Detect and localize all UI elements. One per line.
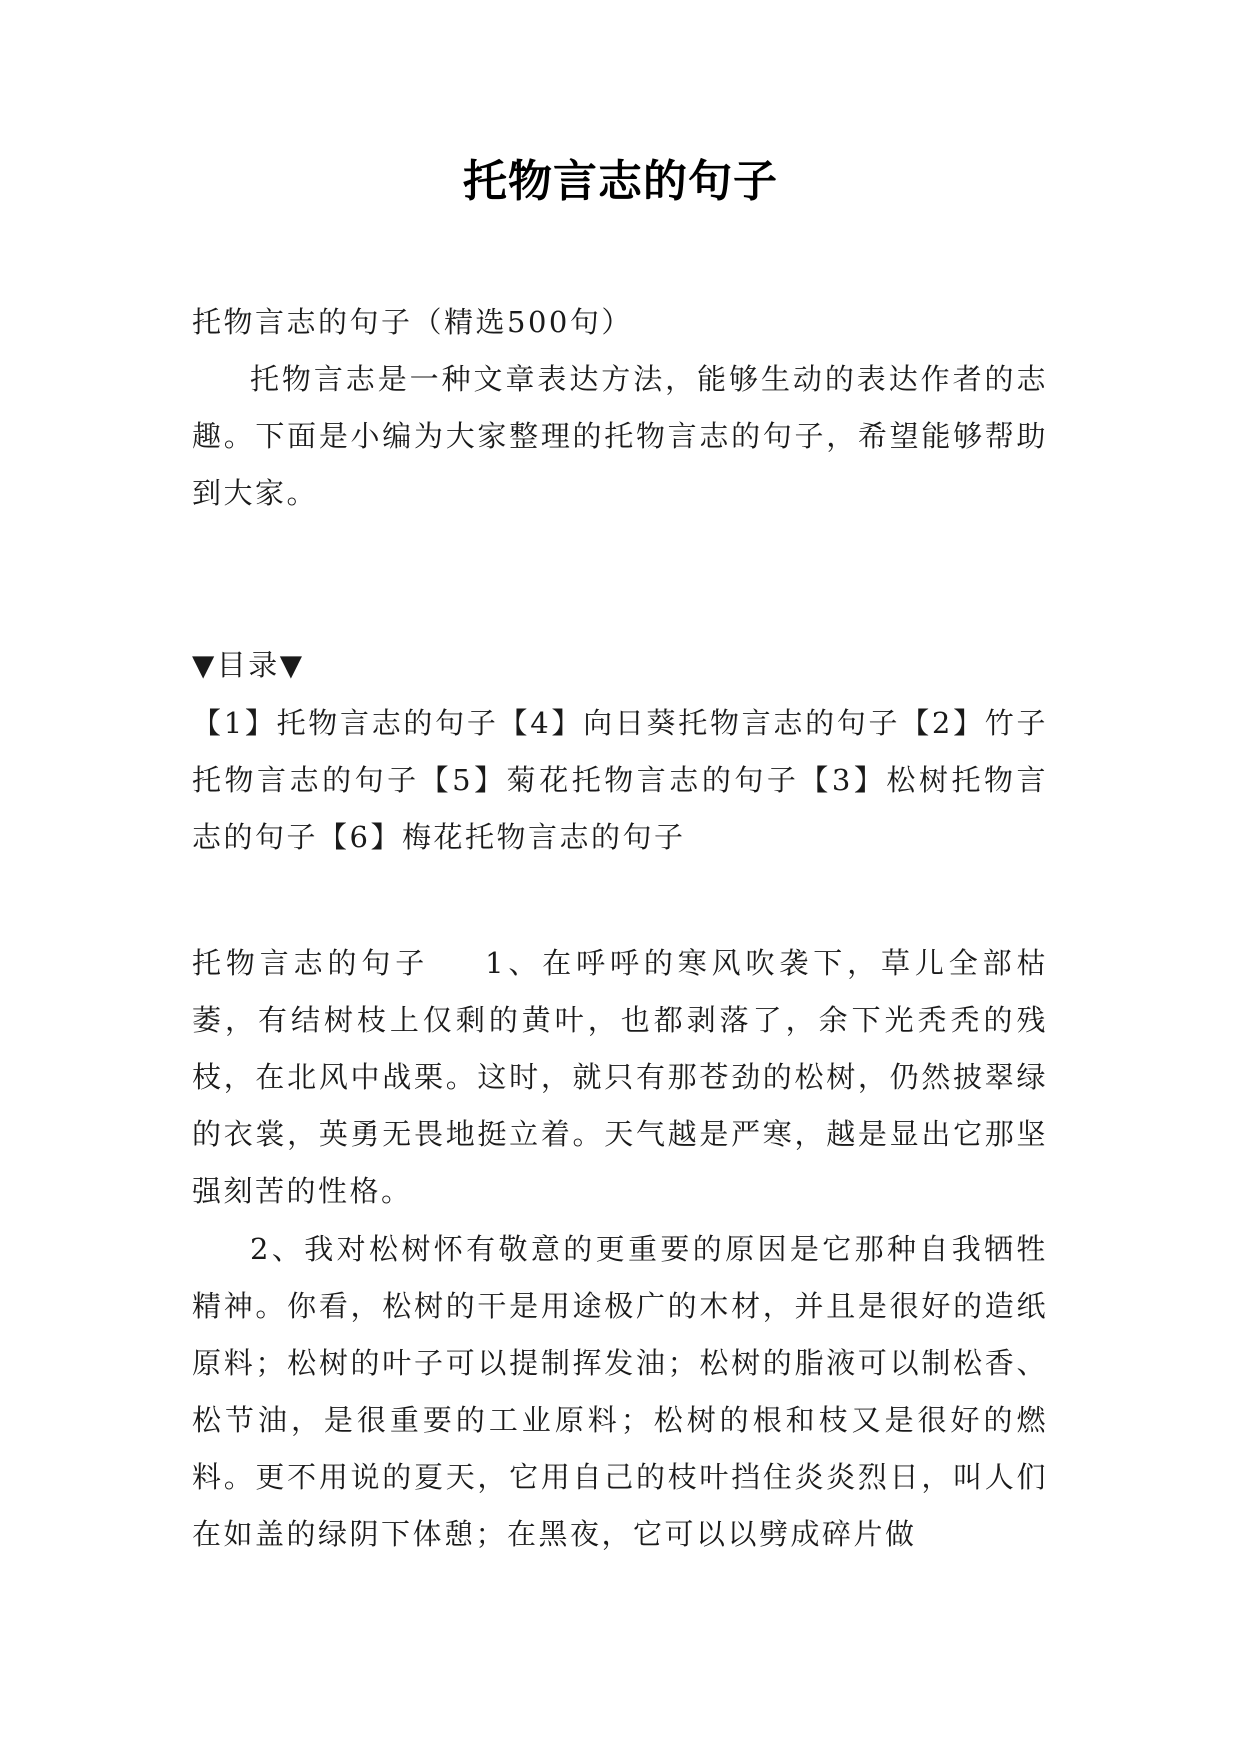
toc-list: 【1】托物言志的句子【4】向日葵托物言志的句子【2】竹子托物言志的句子【5】菊花托物言志的句子【3】松树托物言志的句子【6】梅花托物言志的句子	[192, 706, 1048, 854]
document-subtitle: 托物言志的句子（精选500句）	[192, 305, 633, 339]
document-title: 托物言志的句子	[463, 156, 778, 207]
toc-heading: ▼目录▼	[192, 648, 305, 682]
intro-paragraph: 托物言志是一种文章表达方法，能够生动的表达作者的志趣。下面是小编为大家整理的托物言志的句子，希望能够帮助到大家。	[192, 362, 1048, 510]
sentence-paragraph-1	[192, 935, 1048, 1220]
sentence-paragraph-2: 2、我对松树怀有敬意的更重要的原因是它那种自我牺牲精神。你看，松树的干是用途极广的木材，并且是很好的造纸原料；松树的叶子可以提制挥发油；松树的脂液可以制松香、松节油，是很重要的工业原料；松树的根和枝又是很好的燃料。更不用说的夏天，它用自己的枝叶挡住炎炎烈日，叫人们在如盖的绿阴下体憩；在黑夜，它可以以劈成碎片做	[192, 1232, 1048, 1551]
section-label: 托物言志的句子	[192, 946, 430, 980]
sentence-1-text: 1、在呼呼的寒风吹袭下，草儿全部枯萎，有结树枝上仅剩的黄叶，也都剥落了，余下光秃秃的残枝，在北风中战栗。这时，就只有那苍劲的松树，仍然披翠绿的衣裳，英勇无畏地挺立着。天气越是严寒，越是显出它那坚强刻苦的性格。	[192, 946, 1048, 1208]
